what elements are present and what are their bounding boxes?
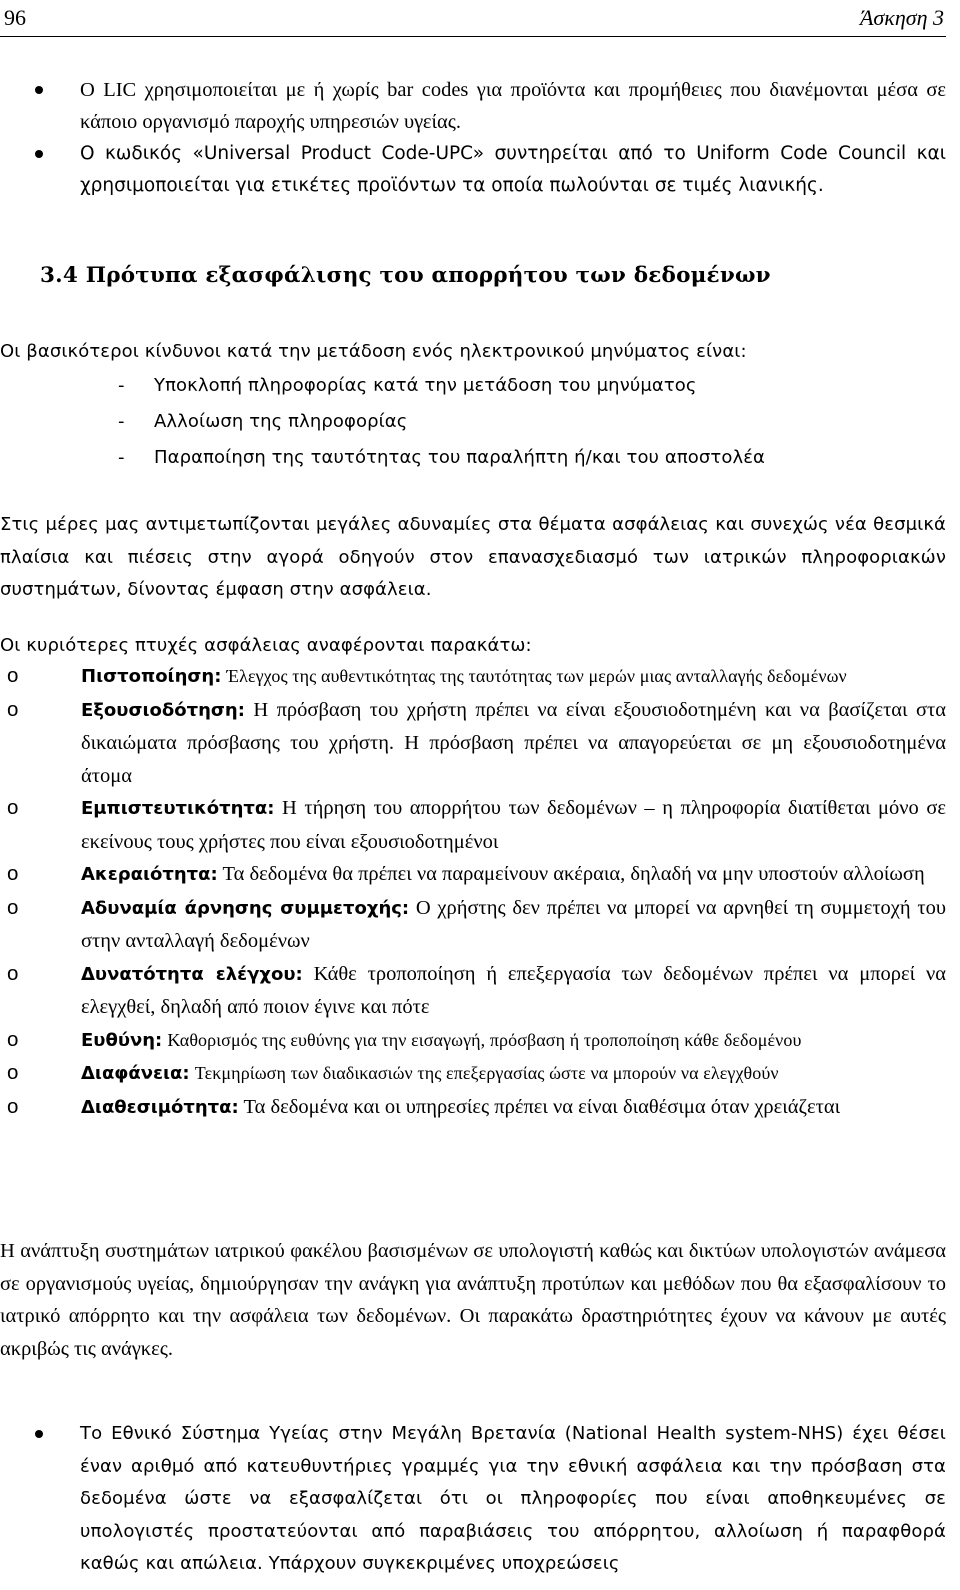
list-item [0,1057,946,1091]
aspect-definition: Η πρόσβαση του χρήστη πρέπει να είναι εξουσιοδοτημένη και να βασίζεται στα δικαιώματα πρόσβασης του χρήστη. Η πρόσβαση πρέπει να απαγορεύεται σε μη εξουσιοδοτημένα άτομα [81,698,947,787]
bullet-icon [35,86,43,94]
list-item [0,694,946,793]
circle-marker: o [7,862,19,885]
circle-marker: o [7,895,19,919]
circle-marker: o [7,1027,19,1051]
circle-marker: o [7,1094,19,1118]
list-item [0,368,946,404]
aspect-term: Πιστοποίηση: [81,666,222,687]
aspect-term: Δυνατότητα ελέγχου: [81,963,303,985]
running-title: Άσκηση 3 [859,5,944,30]
list-item [0,404,946,440]
list-item [0,858,946,892]
bullet-text: Ο LIC χρησιμοποιείται με ή χωρίς bar codes για προϊόντα και προμήθειες που διανέμονται μέσα σε κάποιο οργανισμό παροχής υπηρεσιών υγείας. [80,79,946,133]
aspect-term: Ευθύνη: [81,1029,163,1051]
paragraph-challenges: Στις μέρες μας αντιμετωπίζονται μεγάλες αδυναμίες στα θέματα ασφάλειας και συνεχώς νέα θεσμικά πλαίσια και πιέσεις στην αγορά οδηγούν στον επανασχεδιασμό των ιατρικών πληροφοριακών συστημάτων, δίνοντας έμφαση στην ασφάλεια. [0,514,946,600]
circle-marker: o [7,961,19,985]
circle-marker: o [7,664,19,687]
aspect-definition: Τα δεδομένα θα πρέπει να παραμείνουν ακέραια, δηλαδή να μην υποστούν αλλοίωση [222,863,925,885]
risks-intro: Οι βασικότεροι κίνδυνοι κατά την μετάδοση ενός ηλεκτρονικού μηνύματος είναι: [0,341,747,362]
risk-text: Αλλοίωση της πληροφορίας [154,411,408,432]
list-item [0,74,946,138]
dash-marker: - [118,375,125,396]
intro-bullet-list [0,74,946,202]
list-item [0,792,946,858]
aspect-term: Διαθεσιμότητα: [81,1096,239,1118]
aspect-definition: Η τήρηση του απορρήτου των δεδομένων – η πληροφορία διατίθεται μόνο σε εκείνους τους χρήστες που είναι εξουσιοδοτημένοι [81,797,946,853]
aspect-definition: Έλεγχος της αυθεντικότητας της ταυτότητας των μερών μιας ανταλλαγής δεδομένων [226,666,847,686]
page-number: 96 [4,5,26,30]
aspect-definition: Ο χρήστης δεν πρέπει να μπορεί να αρνηθεί τη συμμετοχή του στην ανταλλαγή δεδομένων [81,896,946,952]
bullet-text: Το Εθνικό Σύστημα Υγείας στην Μεγάλη Βρετανία (National Health system-NHS) έχει θέσει έναν αριθμό από κατευθυντήριες γραμμές για την εθνική ασφάλεια και την πρόσβαση στα δεδομένα ώστε να εξασφαλίζεται ότι οι πληροφορίες που είναι αποθηκευμένες σε υπολογιστές προστατεύονται από παραβιάσεις του απόρρητου, αλλοίωση ή παραφθορά καθώς και απώλεια. Υπάρχουν συγκεκριμένες υποχρεώσεις [80,1423,946,1574]
dash-marker: - [118,447,125,468]
paragraph-development: Η ανάπτυξη συστημάτων ιατρικού φακέλου βασισμένων σε υπολογιστή καθώς και δικτύων υπολογιστών ανάμεσα σε οργανισμούς υγείας, δημιούργησαν την ανάγκη για ανάπτυξη προτύπων και μεθόδων που θα εξασφαλίσουν το ιατρικό απόρρητο και την ασφάλεια των δεδομένων. Οι παρακάτω δραστηριότητες έχουν να κάνουν με αυτές ακριβώς τις ανάγκες. [0,1240,946,1360]
list-item [0,1418,946,1581]
nhs-bullet-list [0,1418,946,1581]
bullet-icon [35,150,43,158]
aspect-term: Διαφάνεια: [81,1063,190,1084]
security-aspects-intro: Οι κυριότερες πτυχές ασφάλειας αναφέρονται παρακάτω: [0,635,532,656]
circle-marker: o [7,796,19,819]
list-item [0,958,946,1024]
aspect-definition: Κάθε τροποποίηση ή επεξεργασία των δεδομένων πρέπει να μπορεί να ελεγχθεί, δηλαδή από ποιον έγινε και πότε [81,962,946,1018]
dash-marker: - [118,411,125,432]
aspect-term: Ακεραιότητα: [81,864,218,885]
list-item [0,1091,946,1125]
aspect-definition: Τα δεδομένα και οι υπηρεσίες πρέπει να είναι διαθέσιμα όταν χρειάζεται [243,1095,841,1118]
bullet-text: Ο κωδικός «Universal Product Code-UPC» συντηρείται από το Uniform Code Council και χρησιμοποιείται για ετικέτες προϊόντων τα οποία πωλούνται σε τιμές λιανικής. [80,143,946,196]
bullet-icon [35,1430,43,1438]
security-aspects-list [0,660,946,1124]
aspect-term: Εξουσιοδότηση: [81,699,245,721]
circle-marker: o [7,1061,19,1084]
risk-text: Υποκλοπή πληροφορίας κατά την μετάδοση του μηνύματος [154,375,697,396]
aspect-definition: Τεκμηρίωση των διαδικασιών της επεξεργασίας ώστε να μπορούν να ελεγχθούν [194,1063,779,1083]
aspect-term: Εμπιστευτικότητα: [81,798,275,819]
aspect-definition: Καθορισμός της ευθύνης για την εισαγωγή, πρόσβαση ή τροποποίηση κάθε δεδομένου [167,1029,802,1050]
circle-marker: o [7,697,19,721]
section-heading: 3.4 Πρότυπα εξασφάλισης του απορρήτου των δεδομένων [40,263,771,288]
list-item [0,660,946,694]
list-item [0,892,946,958]
list-item [0,440,946,476]
list-item [0,138,946,202]
risk-text: Παραποίηση της ταυτότητας του παραλήπτη ή/και του αποστολέα [154,447,766,468]
list-item [0,1024,946,1058]
risks-list [0,368,946,476]
aspect-term: Αδυναμία άρνησης συμμετοχής: [81,897,410,919]
page-header [0,0,946,37]
